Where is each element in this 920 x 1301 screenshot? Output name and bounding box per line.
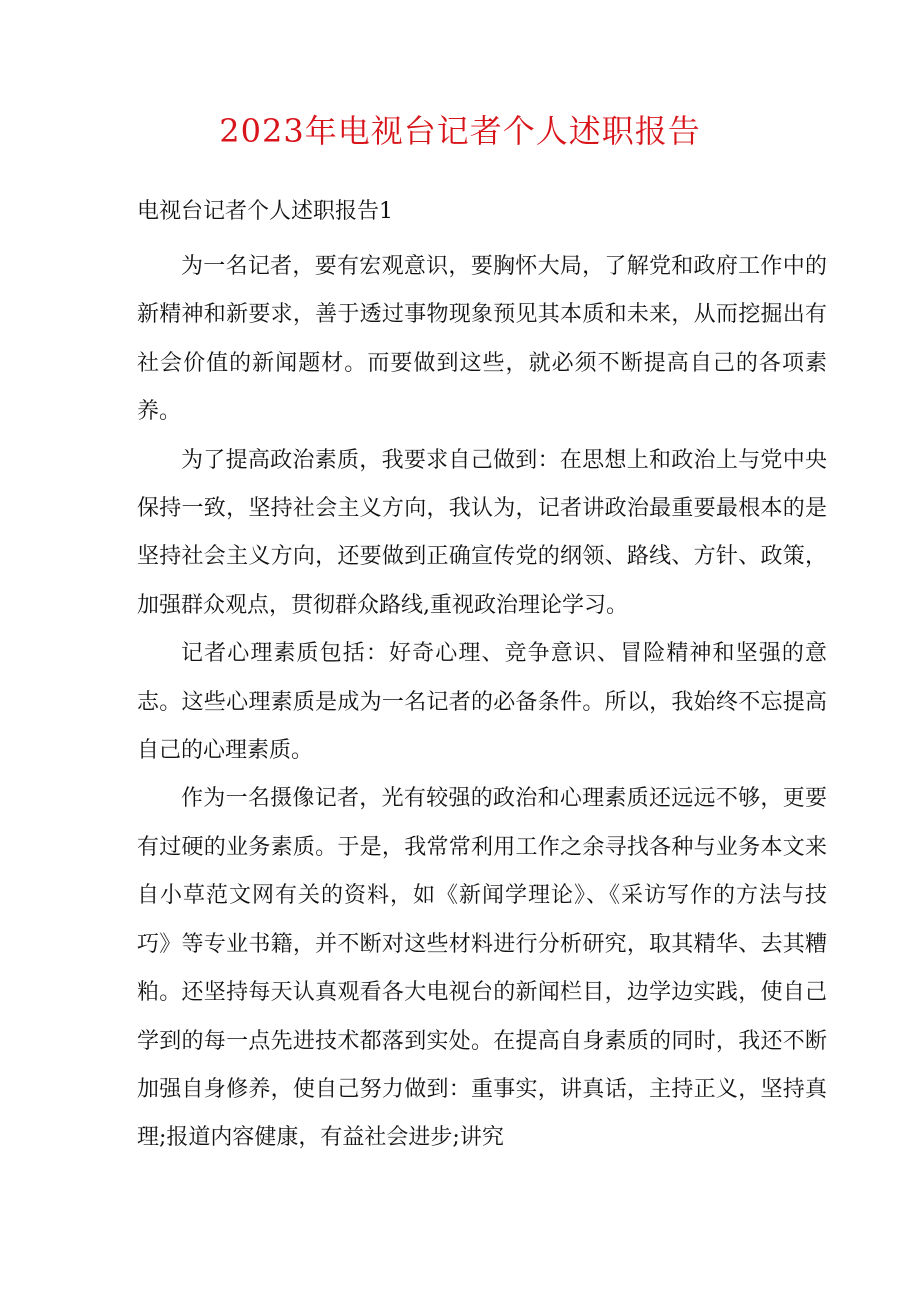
paragraph-4: 作为一名摄像记者，光有较强的政治和心理素质还远远不够，更要有过硬的业务素质。于是，我常常利用工作之余寻找各种与业务本文来自小草范文网有关的资料，如《新闻学理论》、《采访写作的方法与技巧》等专业书籍，并不断对这些材料进行分析研究，取其精华、去其糟粕。还坚持每天认真观看各大电视台的新闻栏目，边学边实践，使自己学到的每一点先进技术都落到实处。在提高自身素质的同时，我还不断加强自身修养，使自己努力做到：重事实，讲真话，主持正义，坚持真理;报道内容健康，有益社会进步;讲究 [137,786,827,1151]
paragraph-1: 为一名记者，要有宏观意识，要胸怀大局，了解党和政府工作中的新精神和新要求，善于透过事物现象预见其本质和未来，从而挖掘出有社会价值的新闻题材。而要做到这些，就必须不断提高自己的各项素养。 [137,254,827,425]
paragraph-3: 记者心理素质包括：好奇心理、竞争意识、冒险精神和坚强的意志。这些心理素质是成为一名记者的必备条件。所以，我始终不忘提高自己的心理素质。 [137,641,827,764]
document-title: 2023年电视台记者个人述职报告 [219,112,701,150]
document-body [137,243,827,1163]
paragraph-2: 为了提高政治素质，我要求自己做到：在思想上和政治上与党中央保持一致，坚持社会主义方向，我认为，记者讲政治最重要最根本的是坚持社会主义方向，还要做到正确宣传党的纲领、路线、方针、政策，加强群众观点，贯彻群众路线,重视政治理论学习。 [137,447,827,618]
section-title: 电视台记者个人述职报告1 [137,199,393,224]
